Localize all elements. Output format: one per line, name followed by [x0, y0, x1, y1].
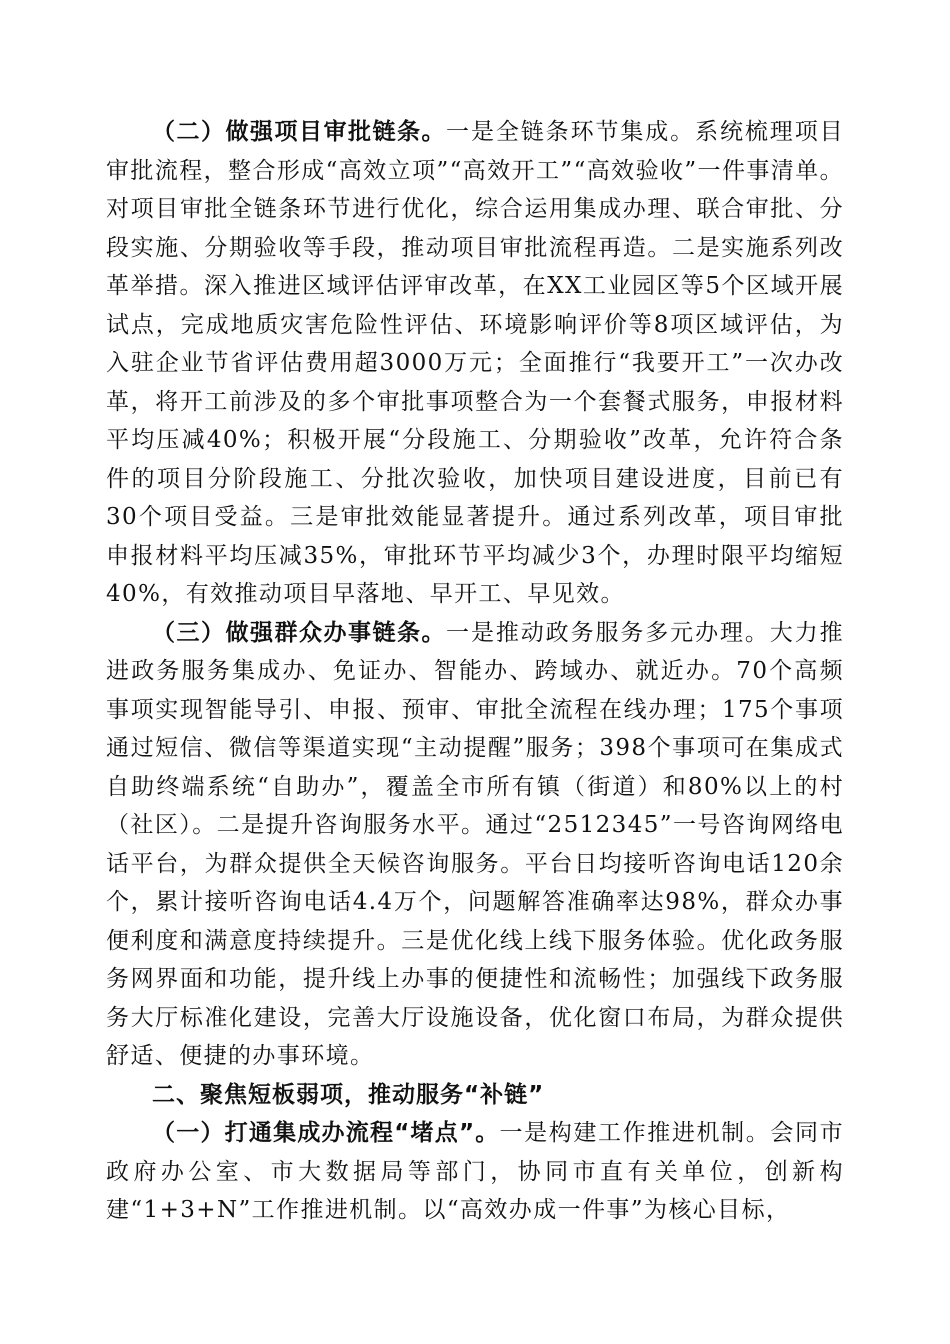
- paragraph-project-approval: [106, 113, 844, 614]
- paragraph-text: 一是构建工作推进机制。会同市政府办公室、市大数据局等部门，协同市直有关单位，创新构建“1+3+N”工作推进机制。以“高效办成一件事”为核心目标，: [106, 1120, 844, 1223]
- paragraph-lead: （三）做强群众办事链条。: [152, 619, 447, 646]
- paragraph-lead: （二）做强项目审批链条。: [152, 119, 447, 145]
- paragraph-lead: （一）打通集成办流程“堵点”。: [152, 1120, 500, 1146]
- document-body: [106, 113, 844, 1230]
- paragraph-text: 一是推动政务服务多元办理。大力推进政务服务集成办、免证办、智能办、跨域办、就近办。70个高频事项实现智能导引、申报、预审、审批全流程在线办理；175个事项通过短信、微信等渠道实现“主动提醒”服务；398个事项可在集成式自助终端系统“自助办”，覆盖全市所有镇（街道）和80%以上的村（社区）。二是提升咨询服务水平。通过“2512345”一号咨询网络电话平台，为群众提供全天候咨询服务。平台日均接听咨询电话120余个，累计接听咨询电话4.4万个，问题解答准确率达98%，群众办事便利度和满意度持续提升。三是优化线上线下服务体验。优化政务服务网界面和功能，提升线上办事的便捷性和流畅性；加强线下政务服务大厅标准化建设，完善大厅设施设备，优化窗口布局，为群众提供舒适、便捷的办事环境。: [106, 619, 844, 1069]
- paragraph-integrated-process: [106, 1114, 844, 1230]
- paragraph-text: 一是全链条环节集成。系统梳理项目审批流程，整合形成“高效立项”“高效开工”“高效验收”一件事清单。对项目审批全链条环节进行优化，综合运用集成办理、联合审批、分段实施、分期验收等手段，推动项目审批流程再造。二是实施系列改革举措。深入推进区域评估评审改革，在XX工业园区等5个区域开展试点，完成地质灾害危险性评估、环境影响评价等8项区域评估，为入驻企业节省评估费用超3000万元；全面推行“我要开工”一次办改革，将开工前涉及的多个审批事项整合为一个套餐式服务，申报材料平均压减40%；积极开展“分段施工、分期验收”改革，允许符合条件的项目分阶段施工、分批次验收，加快项目建设进度，目前已有30个项目受益。三是审批效能显著提升。通过系列改革，项目审批申报材料平均压减35%，审批环节平均减少3个，办理时限平均缩短40%，有效推动项目早落地、早开工、早见效。: [106, 119, 844, 607]
- section-heading: 二、聚焦短板弱项，推动服务“补链”: [152, 1081, 545, 1108]
- paragraph-public-service: [106, 614, 844, 1076]
